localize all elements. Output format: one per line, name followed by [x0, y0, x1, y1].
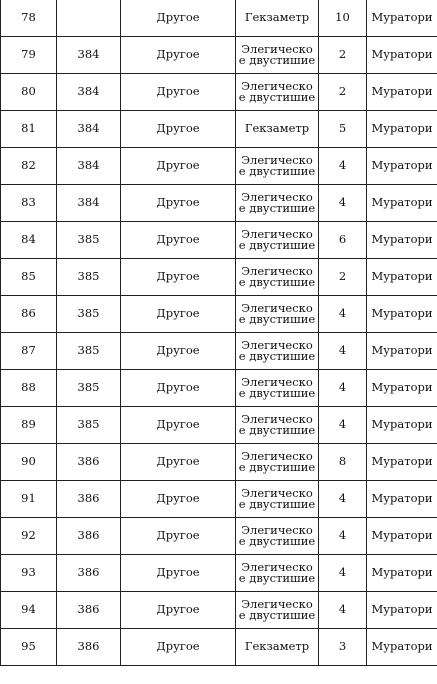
page-cell: 385 [57, 333, 121, 370]
meter-cell: Элегическое двустишие [236, 518, 319, 555]
table-row [1, 333, 437, 370]
category-cell: Другое [121, 148, 236, 185]
line-count-cell: 4 [319, 518, 367, 555]
source-cell: Муратори [367, 111, 437, 148]
source-cell: Муратори [367, 37, 437, 74]
table-row [1, 481, 437, 518]
line-count-cell: 4 [319, 370, 367, 407]
line-count-cell: 2 [319, 37, 367, 74]
entry-number-cell: 91 [1, 481, 57, 518]
entry-number-cell: 81 [1, 111, 57, 148]
source-cell: Муратори [367, 74, 437, 111]
line-count-cell: 4 [319, 333, 367, 370]
page-cell: 385 [57, 222, 121, 259]
entry-number-cell: 80 [1, 74, 57, 111]
source-cell: Муратори [367, 555, 437, 592]
source-cell: Муратори [367, 222, 437, 259]
entry-number-cell: 87 [1, 333, 57, 370]
page-cell: 384 [57, 37, 121, 74]
entry-number-cell: 85 [1, 259, 57, 296]
source-cell: Муратори [367, 148, 437, 185]
entry-number-cell: 82 [1, 148, 57, 185]
meter-cell: Элегическое двустишие [236, 259, 319, 296]
table-row [1, 185, 437, 222]
entry-number-cell: 95 [1, 629, 57, 666]
table-row [1, 370, 437, 407]
line-count-cell: 2 [319, 74, 367, 111]
page-cell [57, 0, 121, 37]
meter-cell: Элегическое двустишие [236, 481, 319, 518]
line-count-cell: 2 [319, 259, 367, 296]
line-count-cell: 8 [319, 444, 367, 481]
table-body [1, 0, 437, 666]
meter-cell: Гекзаметр [236, 111, 319, 148]
page-cell: 384 [57, 185, 121, 222]
meter-cell: Элегическое двустишие [236, 592, 319, 629]
category-cell: Другое [121, 629, 236, 666]
entry-number-cell: 93 [1, 555, 57, 592]
table-row [1, 111, 437, 148]
category-cell: Другое [121, 0, 236, 37]
category-cell: Другое [121, 259, 236, 296]
page-cell: 384 [57, 148, 121, 185]
category-cell: Другое [121, 333, 236, 370]
page-cell: 385 [57, 259, 121, 296]
page-cell: 384 [57, 74, 121, 111]
meter-cell: Элегическое двустишие [236, 407, 319, 444]
source-cell: Муратори [367, 518, 437, 555]
line-count-cell: 6 [319, 222, 367, 259]
source-cell: Муратори [367, 407, 437, 444]
meter-cell: Гекзаметр [236, 629, 319, 666]
meter-cell: Элегическое двустишие [236, 222, 319, 259]
source-cell: Муратори [367, 629, 437, 666]
category-cell: Другое [121, 74, 236, 111]
line-count-cell: 10 [319, 0, 367, 37]
line-count-cell: 3 [319, 629, 367, 666]
category-cell: Другое [121, 592, 236, 629]
table-row [1, 74, 437, 111]
category-cell: Другое [121, 296, 236, 333]
page-cell: 386 [57, 592, 121, 629]
meter-cell: Элегическое двустишие [236, 333, 319, 370]
table-row [1, 222, 437, 259]
source-cell: Муратори [367, 259, 437, 296]
entry-number-cell: 79 [1, 37, 57, 74]
source-cell: Муратори [367, 444, 437, 481]
source-cell: Муратори [367, 370, 437, 407]
meter-cell: Элегическое двустишие [236, 148, 319, 185]
page-cell: 384 [57, 111, 121, 148]
entry-number-cell: 90 [1, 444, 57, 481]
entry-number-cell: 84 [1, 222, 57, 259]
category-cell: Другое [121, 185, 236, 222]
source-cell: Муратори [367, 0, 437, 37]
category-cell: Другое [121, 222, 236, 259]
category-cell: Другое [121, 444, 236, 481]
category-cell: Другое [121, 518, 236, 555]
page-cell: 385 [57, 407, 121, 444]
line-count-cell: 4 [319, 148, 367, 185]
source-cell: Муратори [367, 296, 437, 333]
meter-cell: Элегическое двустишие [236, 74, 319, 111]
page-cell: 386 [57, 481, 121, 518]
category-cell: Другое [121, 111, 236, 148]
table-row [1, 148, 437, 185]
source-cell: Муратори [367, 592, 437, 629]
page-cell: 386 [57, 629, 121, 666]
line-count-cell: 4 [319, 592, 367, 629]
page-cell: 385 [57, 370, 121, 407]
table-row [1, 555, 437, 592]
line-count-cell: 4 [319, 481, 367, 518]
table-row [1, 518, 437, 555]
table-row [1, 629, 437, 666]
entry-number-cell: 89 [1, 407, 57, 444]
table-row [1, 259, 437, 296]
table-row [1, 592, 437, 629]
entry-number-cell: 83 [1, 185, 57, 222]
meter-cell: Элегическое двустишие [236, 296, 319, 333]
source-cell: Муратори [367, 333, 437, 370]
table-row [1, 37, 437, 74]
entry-number-cell: 86 [1, 296, 57, 333]
table-row [1, 0, 437, 37]
category-cell: Другое [121, 370, 236, 407]
line-count-cell: 5 [319, 111, 367, 148]
page-cell: 386 [57, 555, 121, 592]
meter-cell: Элегическое двустишие [236, 444, 319, 481]
entry-number-cell: 92 [1, 518, 57, 555]
meter-cell: Элегическое двустишие [236, 555, 319, 592]
line-count-cell: 4 [319, 296, 367, 333]
meter-cell: Элегическое двустишие [236, 37, 319, 74]
entry-number-cell: 78 [1, 0, 57, 37]
line-count-cell: 4 [319, 407, 367, 444]
entry-number-cell: 88 [1, 370, 57, 407]
line-count-cell: 4 [319, 185, 367, 222]
table-row [1, 444, 437, 481]
table-row [1, 296, 437, 333]
meter-cell: Гекзаметр [236, 0, 319, 37]
meter-cell: Элегическое двустишие [236, 185, 319, 222]
page-cell: 385 [57, 296, 121, 333]
source-cell: Муратори [367, 481, 437, 518]
entry-number-cell: 94 [1, 592, 57, 629]
category-cell: Другое [121, 407, 236, 444]
category-cell: Другое [121, 555, 236, 592]
source-cell: Муратори [367, 185, 437, 222]
page-cell: 386 [57, 444, 121, 481]
category-cell: Другое [121, 481, 236, 518]
line-count-cell: 4 [319, 555, 367, 592]
meter-cell: Элегическое двустишие [236, 370, 319, 407]
page-cell: 386 [57, 518, 121, 555]
category-cell: Другое [121, 37, 236, 74]
table-row [1, 407, 437, 444]
